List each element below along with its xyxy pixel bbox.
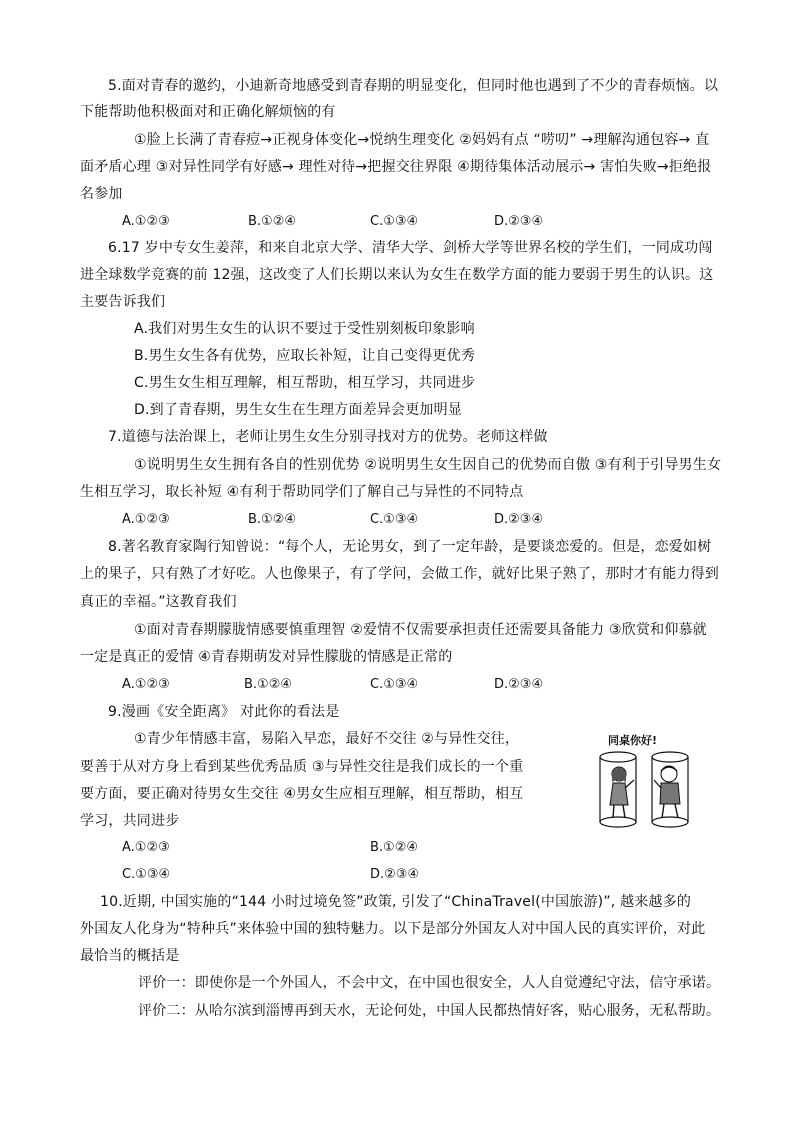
- q5-stem-line1: 5.面对青春的邀约，小迪新奇地感受到青春期的明显变化，但同时他也遇到了不少的青春烦恼。以: [108, 78, 719, 94]
- safe-distance-cartoon: [588, 730, 700, 838]
- q8-stem-line3: 真正的幸福。”这教育我们: [80, 594, 237, 610]
- q9-stem-line1: 9.漫画《安全距离》 对此你的看法是: [108, 704, 340, 720]
- q7-option-b: B.①②④: [248, 512, 297, 527]
- q5-option-c: C.①③④: [370, 214, 419, 229]
- q8-option-b: B.①②④: [244, 677, 293, 692]
- q5-statement-line3: 名参加: [80, 186, 123, 202]
- q7-stem-line1: 7.道德与法治课上，老师让男生女生分别寻找对方的优势。老师这样做: [108, 429, 548, 445]
- q6-option-d: D.到了青春期，男生女生在生理方面差异会更加明显: [134, 402, 463, 418]
- q6-option-a: A.我们对男生女生的认识不要过于受性别刻板印象影响: [134, 321, 475, 337]
- q9-option-b: B.①②④: [370, 840, 419, 855]
- q10-review-2: 评价二：从哈尔滨到淄博再到天水，无论何处，中国人民都热情好客，贴心服务，无私帮助。: [138, 1003, 721, 1019]
- q5-option-d: D.②③④: [494, 214, 544, 229]
- q8-statement-line1: ①面对青春期朦胧情感要慎重理智 ②爱情不仅需要承担责任还需要具备能力 ③欣赏和仰慕就: [134, 622, 707, 638]
- q10-review-1: 评价一：即使你是一个外国人，不会中文，在中国也很安全，人人自觉遵纪守法，信守承诺。: [138, 975, 721, 991]
- q6-stem-line1: 6.17 岁中专女生姜萍，和来自北京大学、清华大学、剑桥大学等世界名校的学生们，一同成功闯: [108, 240, 713, 256]
- q9-statement-line2: 要善于从对方身上看到某些优秀品质 ③与异性交往是我们成长的一个重: [80, 759, 524, 775]
- q6-stem-line3: 主要告诉我们: [80, 294, 166, 310]
- cartoon-drawing: [588, 730, 700, 838]
- q6-option-c: C.男生女生相互理解，相互帮助，相互学习，共同进步: [134, 375, 476, 391]
- q8-stem-line2: 上的果子，只有熟了才好吃。人也像果子，有了学问，会做工作，就好比果子熟了，那时才有能力得到: [80, 566, 719, 582]
- q8-option-d: D.②③④: [494, 677, 544, 692]
- q7-statement-line2: 生相互学习，取长补短 ④有利于帮助同学们了解自己与异性的不同特点: [80, 484, 524, 500]
- q9-option-d: D.②③④: [370, 867, 420, 882]
- q9-option-c: C.①③④: [122, 867, 171, 882]
- q5-option-b: B.①②④: [248, 214, 297, 229]
- q10-stem-line2: 外国友人化身为“特种兵”来体验中国的独特魅力。以下是部分外国友人对中国人民的真实评价，对此: [80, 921, 706, 937]
- q7-option-d: D.②③④: [494, 512, 544, 527]
- q9-statement-line1: ①青少年情感丰富，易陷入早恋，最好不交往 ②与异性交往，: [134, 731, 520, 747]
- q9-statement-line3: 要方面，要正确对待男女生交往 ④男女生应相互理解，相互帮助，相互: [80, 786, 524, 802]
- q6-stem-line2: 进全球数学竞赛的前 12强，这改变了人们长期以来认为女生在数学方面的能力要弱于男生的认识。这: [80, 267, 714, 283]
- q5-statement-line2: 面矛盾心理 ③对异性同学有好感→ 理性对待→把握交往界限 ④期待集体活动展示→ 害怕失败→拒绝报: [80, 159, 712, 175]
- boy-in-tube: [652, 752, 688, 827]
- q7-option-a: A.①②③: [122, 512, 170, 527]
- q8-stem-line1: 8.著名教育家陶行知曾说：“每个人，无论男女，到了一定年龄，是要谈恋爱的。但是，恋爱如树: [108, 539, 712, 555]
- q5-statement-line1: ①脸上长满了青春痘→正视身体变化→悦纳生理变化 ②妈妈有点 “唠叨” →理解沟通包容→ 直: [134, 132, 710, 148]
- girl-in-tube: [600, 752, 636, 827]
- q8-statement-line2: 一定是真正的爱情 ④青春期萌发对异性朦胧的情感是正常的: [80, 649, 453, 665]
- q9-option-a: A.①②③: [122, 840, 170, 855]
- q9-statement-line4: 学习，共同进步: [80, 813, 180, 829]
- q7-statement-line1: ①说明男生女生拥有各自的性别优势 ②说明男生女生因自己的优势而自傲 ③有利于引导男生女: [134, 457, 722, 473]
- q5-stem-line2: 下能帮助他积极面对和正确化解烦恼的有: [80, 104, 336, 120]
- q8-option-c: C.①③④: [370, 677, 419, 692]
- q10-stem-line3: 最恰当的概括是: [80, 948, 180, 964]
- q7-option-c: C.①③④: [370, 512, 419, 527]
- q8-option-a: A.①②③: [122, 677, 170, 692]
- q10-stem-line1: 10.近期, 中国实施的“144 小时过境免签”政策, 引发了“ChinaTravel(中国旅游)”, 越来越多的: [100, 894, 692, 910]
- q5-option-a: A.①②③: [122, 214, 170, 229]
- q6-option-b: B.男生女生各有优势，应取长补短，让自己变得更优秀: [134, 348, 476, 364]
- cartoon-caption: 同桌你好!: [608, 734, 658, 747]
